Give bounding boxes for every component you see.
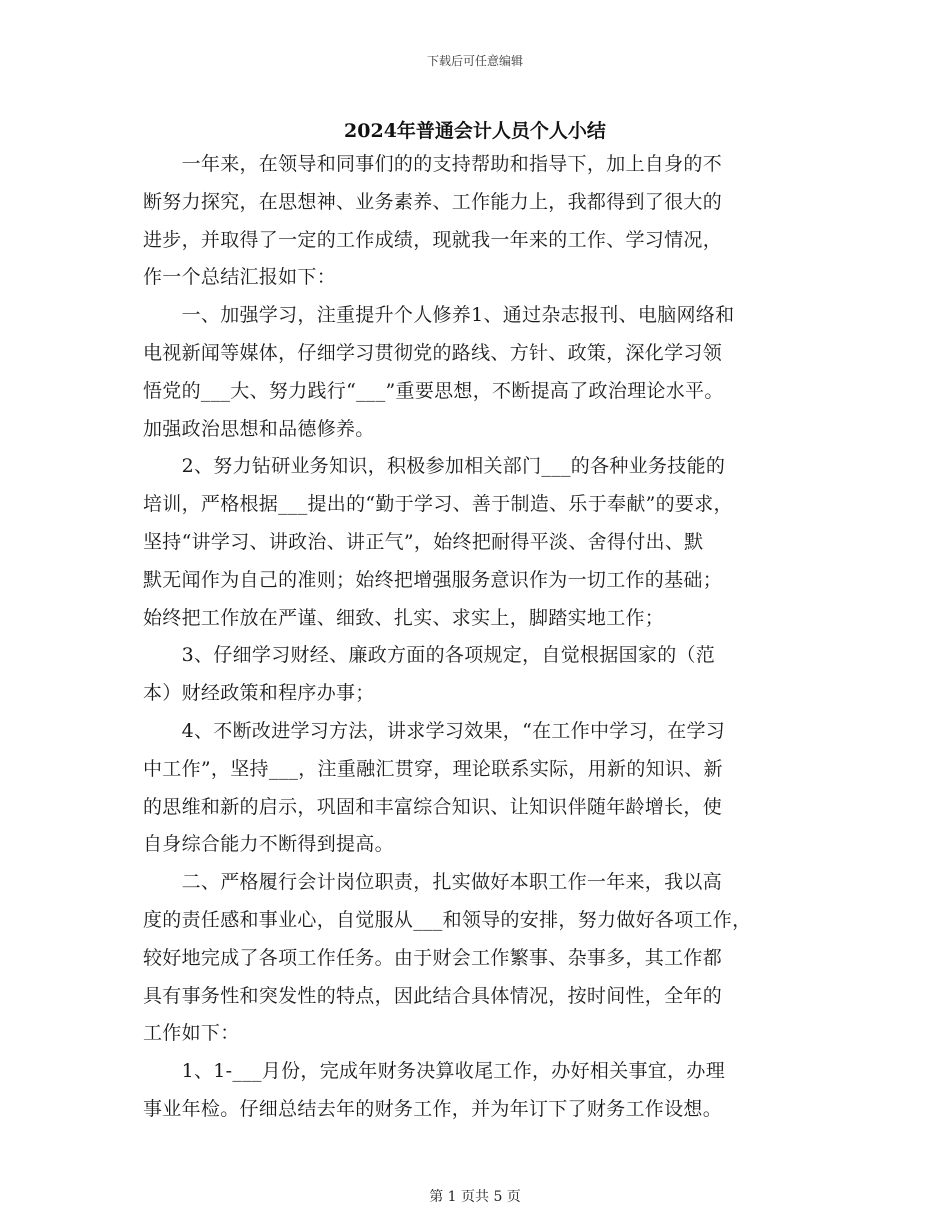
body-line: 培训，严格根据___提出的“勤于学习、善于制造、乐于奉献”的要求， — [143, 493, 733, 516]
body-line: 3、仔细学习财经、廉政方面的各项规定，自觉根据国家的（范 — [143, 644, 716, 667]
body-line: 一、加强学习，注重提升个人修养1、通过杂志报刊、电脑网络和 — [143, 304, 735, 327]
document-title: 2024年普通会计人员个人小结 — [344, 120, 606, 142]
body-line: 自身综合能力不断得到提高。 — [143, 833, 394, 856]
body-line: 1、1-___月份，完成年财务决算收尾工作，办好相关事宜，办理 — [143, 1060, 725, 1083]
body-line: 坚持“讲学习、讲政治、讲正气”，始终把耐得平淡、舍得付出、默 — [143, 530, 704, 553]
body-line: 悟党的___大、努力践行“___”重要思想，不断提高了政治理论水平。 — [143, 379, 724, 402]
body-line: 断努力探究，在思想神、业务素养、工作能力上，我都得到了很大的 — [143, 190, 723, 213]
document-body — [143, 146, 813, 1129]
body-line: 4、不断改进学习方法，讲求学习效果，“在工作中学习，在学习 — [143, 719, 726, 742]
body-line: 始终把工作放在严谨、细致、扎实、求实上，脚踏实地工作； — [143, 606, 665, 629]
body-line: 本）财经政策和程序办事； — [143, 682, 375, 705]
body-line: 工作如下： — [143, 1022, 240, 1045]
body-line: 的思维和新的启示，巩固和丰富综合知识、让知识伴随年龄增长，使 — [143, 795, 723, 818]
body-line: 一年来，在领导和同事们的的支持帮助和指导下，加上自身的不 — [143, 153, 723, 175]
body-line: 具有事务性和突发性的特点，因此结合具体情况，按时间性，全年的 — [143, 984, 723, 1007]
page-header: 下载后可任意编辑 — [426, 54, 523, 68]
body-line: 2、努力钻研业务知识，积极参加相关部门___的各种业务技能的 — [143, 455, 726, 478]
body-line: 事业年检。仔细总结去年的财务工作，并为年订下了财务工作设想。 — [143, 1097, 723, 1120]
body-line: 默无闻作为自己的准则；始终把增强服务意识作为一切工作的基础； — [143, 568, 723, 591]
body-line: 中工作”，坚持___，注重融汇贯穿，理论联系实际，用新的知识、新 — [143, 757, 723, 780]
body-line: 电视新闻等媒体，仔细学习贯彻党的路线、方针、政策，深化学习领 — [143, 341, 723, 364]
body-line: 进步，并取得了一定的工作成绩，现就我一年来的工作、学习情况， — [143, 228, 723, 251]
page-footer: 第 1 页共 5 页 — [429, 1189, 521, 1205]
body-line: 二、严格履行会计岗位职责，扎实做好本职工作一年来，我以高 — [143, 871, 723, 894]
body-line: 作一个总结汇报如下： — [143, 266, 337, 289]
body-line: 度的责任感和事业心，自觉服从___和领导的安排，努力做好各项工作， — [143, 908, 752, 931]
body-line: 较好地完成了各项工作任务。由于财会工作繁事、杂事多，其工作都 — [143, 946, 723, 969]
body-line: 加强政治思想和品德修养。 — [143, 417, 375, 440]
